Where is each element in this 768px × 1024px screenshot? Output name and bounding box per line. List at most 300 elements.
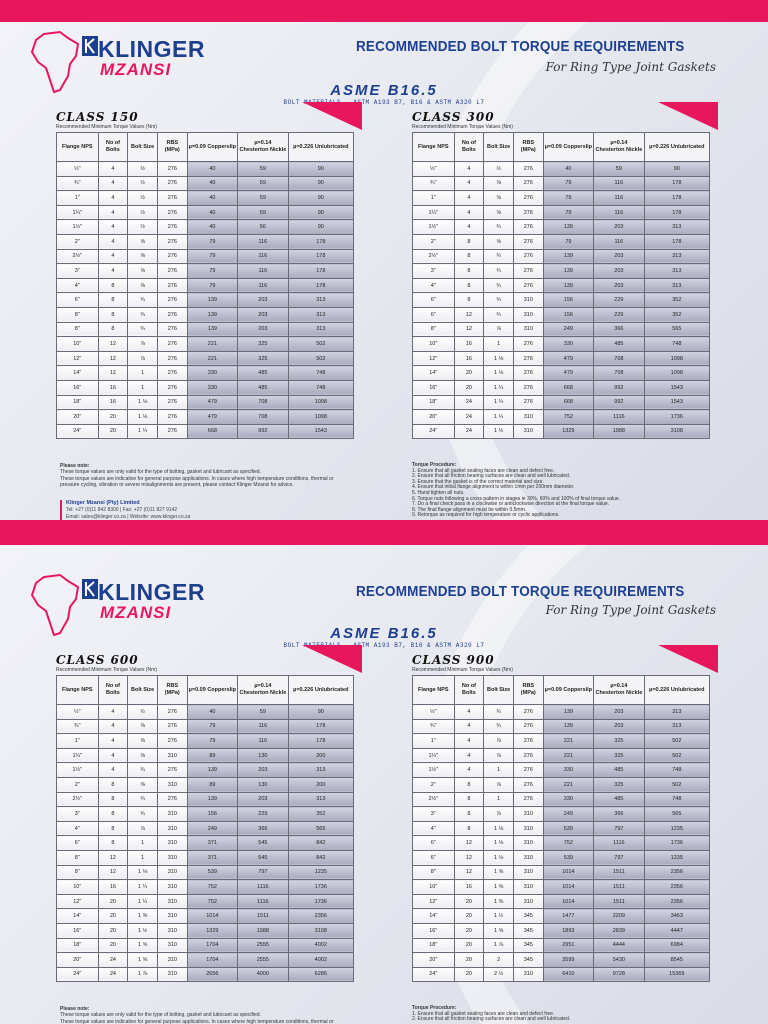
table-cell: 748	[288, 380, 353, 395]
table-row	[57, 734, 354, 749]
table-cell: 139	[543, 220, 593, 235]
table-cell: 8"	[57, 322, 99, 337]
table-cell: 8	[454, 777, 484, 792]
table-row	[413, 395, 710, 410]
table-cell: 4	[98, 734, 128, 749]
table-cell: 6"	[413, 850, 455, 865]
table-cell: 10"	[57, 337, 99, 352]
table-cell: 2839	[594, 923, 644, 938]
procedure-step: 1. Ensure that all gasket sealing faces are clean and defect free.	[412, 1010, 555, 1017]
table-cell: 1 ½	[128, 923, 158, 938]
table-cell: 479	[187, 395, 237, 410]
table-cell: 310	[513, 865, 543, 880]
table-cell: 203	[594, 719, 644, 734]
table-cell: 366	[594, 322, 644, 337]
table-cell: 8	[98, 777, 128, 792]
table-cell: 59	[238, 162, 288, 177]
table-cell: 24	[454, 424, 484, 439]
table-row	[57, 865, 354, 880]
table-cell: 4	[454, 205, 484, 220]
table-cell: 8"	[57, 850, 99, 865]
table-row	[57, 807, 354, 822]
email-link[interactable]: Email: sales@klinger.co.za | Website: www.klinger.co.za	[66, 514, 191, 520]
table-cell: 310	[157, 923, 187, 938]
table-cell: 1 ¼	[484, 395, 514, 410]
col-rbs: RBS (MPa)	[513, 133, 543, 162]
table-cell: 345	[513, 923, 543, 938]
table-cell: 1736	[288, 894, 353, 909]
table-cell: ¾	[128, 792, 158, 807]
table-cell: 8	[98, 792, 128, 807]
table-cell: 221	[543, 734, 593, 749]
please-note	[60, 1006, 360, 1024]
table-cell: 229	[238, 807, 288, 822]
table-cell: 1 ½	[484, 909, 514, 924]
table-cell: 16	[98, 395, 128, 410]
please-note	[60, 463, 360, 488]
please-note-heading: Please note:	[60, 1006, 90, 1012]
company-name: Klinger Mzansi (Pty) Limited	[66, 500, 140, 506]
table-row	[57, 351, 354, 366]
table-cell: 139	[543, 249, 593, 264]
table-cell: 139	[543, 278, 593, 293]
table-cell: 20	[98, 923, 128, 938]
col-mu3: µ=0.226 Unlubricated	[288, 133, 353, 162]
table-cell: 12"	[57, 351, 99, 366]
table-row	[413, 424, 710, 439]
class-heading: CLASS 600	[56, 653, 139, 667]
table-cell: 752	[543, 410, 593, 425]
table-cell: 203	[594, 278, 644, 293]
table-row	[57, 792, 354, 807]
table-cell: 485	[238, 380, 288, 395]
table-cell: 1014	[187, 909, 237, 924]
col-nps: Flange NPS	[57, 676, 99, 705]
table-cell: 276	[157, 322, 187, 337]
table-cell: 79	[543, 176, 593, 191]
col-size: Bolt Size	[128, 676, 158, 705]
table-cell: 12	[98, 337, 128, 352]
table-cell: 14"	[57, 909, 99, 924]
table-row	[57, 293, 354, 308]
table-cell: 90	[288, 205, 353, 220]
table-row	[413, 850, 710, 865]
table-row	[57, 748, 354, 763]
table-cell: 1 ⅛	[128, 865, 158, 880]
table-cell: 139	[543, 719, 593, 734]
table-cell: 1 ⅞	[484, 938, 514, 953]
table-cell: 3463	[644, 909, 709, 924]
table-cell: 139	[187, 293, 237, 308]
table-row	[57, 337, 354, 352]
table-cell: 1	[128, 380, 158, 395]
table-cell: 4	[454, 176, 484, 191]
table-cell: 313	[288, 322, 353, 337]
table-cell: 310	[157, 850, 187, 865]
table-cell: 330	[543, 792, 593, 807]
table-cell: 59	[238, 205, 288, 220]
table-cell: 325	[594, 748, 644, 763]
table-row	[57, 191, 354, 206]
table-cell: 24	[98, 953, 128, 968]
table-cell: 4"	[57, 278, 99, 293]
table-cell: 310	[157, 821, 187, 836]
page-subtitle: For Ring Type Joint Gaskets	[545, 60, 716, 74]
table-cell: 1116	[594, 836, 644, 851]
table-cell: 16"	[57, 380, 99, 395]
table-cell: 545	[238, 836, 288, 851]
table-cell: 502	[644, 748, 709, 763]
table-row	[413, 351, 710, 366]
table-row	[413, 380, 710, 395]
table-cell: 1½"	[57, 220, 99, 235]
table-cell: 6"	[413, 836, 455, 851]
col-rbs: RBS (MPa)	[513, 676, 543, 705]
table-cell: 366	[238, 821, 288, 836]
table-cell: 6"	[57, 293, 99, 308]
table-row	[413, 719, 710, 734]
accent-corner	[302, 102, 362, 130]
table-cell: 276	[157, 162, 187, 177]
table-cell: 203	[594, 264, 644, 279]
table-cell: 4	[98, 249, 128, 264]
table-cell: 1 ¼	[128, 424, 158, 439]
table-cell: ⅝	[484, 205, 514, 220]
table-row	[57, 366, 354, 381]
table-row	[413, 205, 710, 220]
table-cell: ⅞	[484, 748, 514, 763]
table-cell: 20"	[57, 953, 99, 968]
procedure-step: 3. Ensure that the gasket is of the correct material and size.	[412, 478, 544, 485]
table-cell: 16	[454, 880, 484, 895]
table-cell: 313	[644, 249, 709, 264]
table-cell: 1543	[644, 380, 709, 395]
table-cell: 565	[644, 322, 709, 337]
table-cell: 20	[454, 894, 484, 909]
table-row	[57, 395, 354, 410]
table-cell: 310	[513, 880, 543, 895]
table-cell: 276	[513, 719, 543, 734]
table-row	[413, 264, 710, 279]
table-row	[57, 410, 354, 425]
torque-table	[412, 132, 710, 439]
table-cell: 276	[513, 337, 543, 352]
procedure-step: 1. Ensure that all gasket sealing faces are clean and defect free.	[412, 467, 555, 474]
table-cell: 178	[644, 176, 709, 191]
table-row	[413, 293, 710, 308]
table-cell: 310	[513, 967, 543, 982]
table-cell: 221	[187, 337, 237, 352]
table-cell: 20	[454, 923, 484, 938]
bolt-materials: BOLT MATERIALS - ASTM A193 B7, B16 & ASTM A320 L7	[283, 99, 485, 106]
table-cell: 485	[238, 366, 288, 381]
table-cell: ¾	[484, 278, 514, 293]
table-row	[57, 821, 354, 836]
table-row	[57, 967, 354, 982]
table-cell: 203	[238, 307, 288, 322]
class-heading: CLASS 150	[56, 110, 139, 124]
table-cell: 310	[513, 307, 543, 322]
table-cell: 708	[594, 351, 644, 366]
table-cell: 12"	[57, 894, 99, 909]
brand-name: KLINGER	[98, 579, 205, 605]
table-cell: 325	[594, 777, 644, 792]
table-row	[57, 777, 354, 792]
table-cell: 485	[594, 763, 644, 778]
table-cell: 2"	[57, 777, 99, 792]
table-cell: 116	[238, 278, 288, 293]
table-cell: 313	[288, 307, 353, 322]
table-cell: 310	[513, 850, 543, 865]
table-cell: 178	[288, 734, 353, 749]
table-cell: 276	[513, 234, 543, 249]
table-cell: 352	[288, 807, 353, 822]
table-cell: 40	[543, 162, 593, 177]
table-cell: 16"	[57, 923, 99, 938]
table-cell: 502	[288, 351, 353, 366]
table-row	[57, 909, 354, 924]
table-cell: 200	[288, 748, 353, 763]
table-cell: 330	[187, 366, 237, 381]
table-cell: 221	[543, 748, 593, 763]
col-mu1: µ=0.09 Copperslip	[543, 133, 593, 162]
table-row	[413, 191, 710, 206]
table-cell: 276	[513, 191, 543, 206]
table-cell: 276	[157, 176, 187, 191]
table-cell: 20	[98, 410, 128, 425]
table-cell: 15369	[644, 967, 709, 982]
table-cell: 1329	[187, 923, 237, 938]
table-cell: 1"	[413, 734, 455, 749]
table-cell: 1736	[644, 410, 709, 425]
table-cell: 79	[543, 234, 593, 249]
table-cell: 90	[644, 162, 709, 177]
standard-heading: ASME B16.5	[330, 625, 438, 642]
table-cell: 8	[454, 792, 484, 807]
table-cell: 276	[157, 205, 187, 220]
table-cell: 8"	[413, 322, 455, 337]
table-cell: 1235	[644, 850, 709, 865]
table-cell: ¾	[484, 249, 514, 264]
procedure-heading: Torque Procedure:	[412, 1005, 457, 1011]
table-cell: 276	[157, 234, 187, 249]
table-cell: 14"	[57, 366, 99, 381]
table-cell: ½"	[57, 162, 99, 177]
col-bolts: No of Bolts	[454, 676, 484, 705]
table-cell: 139	[187, 763, 237, 778]
table-cell: 203	[238, 322, 288, 337]
table-cell: 3"	[57, 807, 99, 822]
table-cell: 310	[513, 821, 543, 836]
col-mu1: µ=0.09 Copperslip	[187, 676, 237, 705]
klinger-k-icon	[82, 36, 98, 56]
table-cell: 276	[513, 395, 543, 410]
table-cell: 276	[513, 380, 543, 395]
table-cell: 1"	[57, 191, 99, 206]
table-cell: 16	[98, 880, 128, 895]
accent-corner	[302, 645, 362, 673]
table-cell: ½	[128, 191, 158, 206]
table-cell: 249	[543, 807, 593, 822]
table-row	[57, 162, 354, 177]
table-cell: 310	[157, 880, 187, 895]
table-cell: 2½"	[413, 249, 455, 264]
table-cell: 4	[98, 162, 128, 177]
table-cell: 276	[513, 748, 543, 763]
table-cell: 1½"	[413, 220, 455, 235]
table-row	[57, 938, 354, 953]
table-cell: 20"	[413, 410, 455, 425]
table-cell: 992	[238, 424, 288, 439]
table-cell: 4	[454, 719, 484, 734]
table-cell: 90	[288, 705, 353, 720]
table-cell: 20	[98, 894, 128, 909]
table-cell: 276	[157, 191, 187, 206]
table-cell: 371	[187, 836, 237, 851]
table-cell: 842	[288, 836, 353, 851]
standard-heading: ASME B16.5	[330, 82, 438, 99]
table-cell: 178	[288, 249, 353, 264]
table-cell: 752	[543, 836, 593, 851]
table-cell: 8	[98, 307, 128, 322]
phone-line: Tel: +27 (0)11 842 8300 | Fax: +27 (0)11 827 9142	[66, 507, 178, 513]
table-cell: 12	[98, 351, 128, 366]
table-cell: 40	[187, 220, 237, 235]
table-cell: 1511	[594, 865, 644, 880]
table-row	[57, 763, 354, 778]
table-cell: 1014	[543, 894, 593, 909]
table-cell: 6"	[57, 836, 99, 851]
table-cell: 24	[454, 395, 484, 410]
table-cell: 1 ¼	[484, 380, 514, 395]
table-cell: 59	[238, 705, 288, 720]
table-cell: 1¼"	[57, 205, 99, 220]
table-cell: 276	[157, 264, 187, 279]
table-cell: 2½"	[413, 792, 455, 807]
table-cell: 1 ⅝	[128, 938, 158, 953]
table-cell: 1	[128, 836, 158, 851]
col-mu2: µ=0.14 Chesterton Nickle	[594, 676, 644, 705]
table-cell: 200	[288, 777, 353, 792]
table-cell: 4	[454, 220, 484, 235]
table-cell: 130	[238, 748, 288, 763]
table-cell: 1 ⅝	[484, 923, 514, 938]
table-cell: 9728	[594, 967, 644, 982]
table-cell: ⅞	[128, 821, 158, 836]
table-header-row	[57, 676, 354, 705]
table-row	[413, 748, 710, 763]
table-cell: 79	[187, 234, 237, 249]
page-title: RECOMMENDED BOLT TORQUE REQUIREMENTS	[356, 583, 685, 600]
table-cell: 116	[594, 205, 644, 220]
col-mu1: µ=0.09 Copperslip	[187, 133, 237, 162]
table-cell: 1329	[543, 424, 593, 439]
table-cell: 276	[513, 162, 543, 177]
table-cell: ⅞	[484, 734, 514, 749]
table-cell: 4	[454, 763, 484, 778]
table-cell: 276	[157, 366, 187, 381]
table-row	[57, 894, 354, 909]
table-cell: 79	[187, 278, 237, 293]
table-cell: 276	[157, 719, 187, 734]
table-cell: ½	[484, 162, 514, 177]
table-cell: 4	[98, 191, 128, 206]
recommended-note: Recommended Minimum Torque Values (Nm)	[412, 667, 513, 673]
table-cell: 479	[543, 351, 593, 366]
table-cell: 89	[187, 748, 237, 763]
table-cell: ⅝	[128, 249, 158, 264]
table-cell: 752	[187, 880, 237, 895]
table-cell: 708	[238, 395, 288, 410]
procedure-step: 2. Ensure that all friction bearing surfaces are clean and well lubricated.	[412, 473, 571, 480]
table-cell: 1¼"	[413, 748, 455, 763]
table-cell: 20	[454, 953, 484, 968]
table-cell: ½	[128, 162, 158, 177]
table-cell: 310	[157, 894, 187, 909]
table-header-row	[57, 133, 354, 162]
table-cell: 352	[644, 293, 709, 308]
table-cell: 310	[513, 836, 543, 851]
table-header-row	[413, 676, 710, 705]
poster-panel-2	[0, 545, 768, 1024]
bolt-materials: BOLT MATERIALS - ASTM A193 B7, B16 & ASTM A320 L7	[283, 642, 485, 649]
table-cell: 89	[187, 777, 237, 792]
table-cell: 310	[513, 410, 543, 425]
table-cell: 40	[187, 176, 237, 191]
table-cell: 178	[644, 234, 709, 249]
table-cell: ⅝	[128, 777, 158, 792]
table-cell: 4	[454, 748, 484, 763]
recommended-note: Recommended Minimum Torque Values (Nm)	[56, 667, 157, 673]
table-cell: 178	[644, 191, 709, 206]
table-cell: 1543	[288, 424, 353, 439]
col-nps: Flange NPS	[413, 676, 455, 705]
table-row	[413, 836, 710, 851]
table-row	[57, 719, 354, 734]
top-accent-bar	[0, 0, 768, 22]
table-cell: 20"	[413, 953, 455, 968]
table-cell: 178	[288, 234, 353, 249]
table-cell: 178	[288, 719, 353, 734]
table-cell: 8	[454, 264, 484, 279]
table-cell: 2555	[238, 938, 288, 953]
table-cell: 2"	[57, 234, 99, 249]
table-cell: 116	[238, 234, 288, 249]
table-cell: 16	[454, 337, 484, 352]
klinger-k-icon	[82, 579, 98, 599]
table-cell: 1 ½	[484, 424, 514, 439]
table-cell: 116	[594, 234, 644, 249]
table-cell: 90	[288, 220, 353, 235]
table-cell: 4	[98, 205, 128, 220]
table-row	[413, 410, 710, 425]
contact-block	[60, 500, 190, 520]
table-cell: 20	[454, 938, 484, 953]
table-cell: 276	[513, 351, 543, 366]
table-row	[413, 249, 710, 264]
table-cell: ¾	[128, 293, 158, 308]
class-150-block	[56, 110, 354, 439]
table-cell: 2"	[413, 777, 455, 792]
table-cell: ½"	[413, 705, 455, 720]
table-cell: 203	[238, 763, 288, 778]
table-row	[57, 234, 354, 249]
table-cell: ⅝	[128, 748, 158, 763]
table-row	[413, 938, 710, 953]
table-cell: 3"	[413, 807, 455, 822]
table-cell: 1¼"	[413, 205, 455, 220]
table-cell: 1098	[288, 395, 353, 410]
